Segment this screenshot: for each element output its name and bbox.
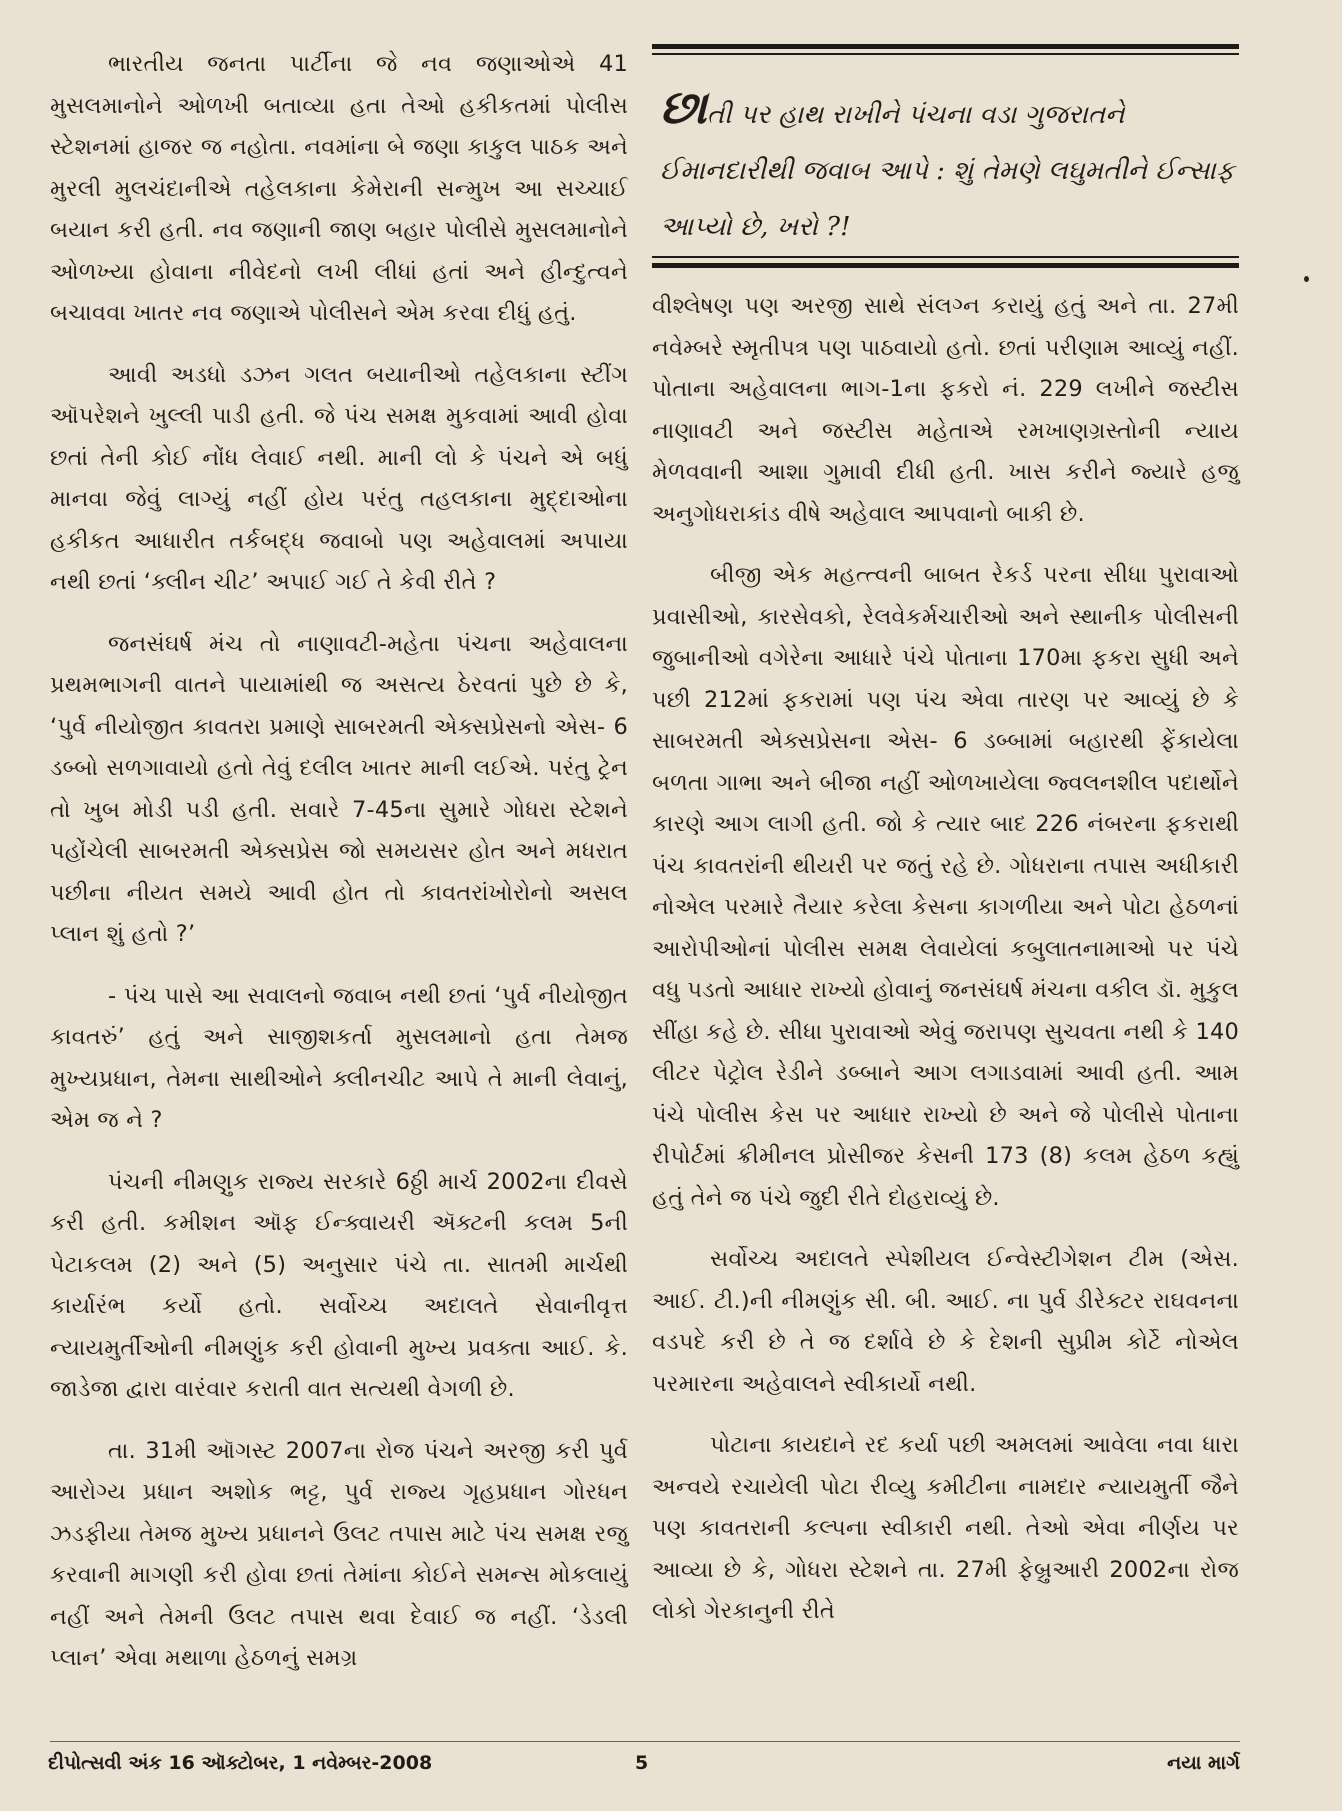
pull-quote-bottom-rule <box>652 263 1239 268</box>
page-footer <box>48 1752 1240 1782</box>
left-column <box>50 44 628 1680</box>
page-number: 5 <box>635 1752 649 1774</box>
pull-quote-drop-cap: છા <box>660 80 707 134</box>
right-column <box>652 286 1239 1633</box>
pull-quote-text: તી પર હાથ રાખીને પંચના વડા ગુજરાતને ઈમાનદારીથી જવાબ આપે : શું તેમણે લઘુમતીને ઈન્સાફ આપ્યો છે, ખરો ?! <box>660 100 1235 242</box>
paragraph: વીશ્લેષણ પણ અરજી સાથે સંલગ્ન કરાયું હતું અને તા. 27મી નવેમ્બરે સ્મૃતીપત્ર પણ પાઠવાયો હતો. છતાં પરીણામ આવ્યું નહીં. પોતાના અહેવાલના ભાગ-1ના ફકરો નં. 229 લખીને જસ્ટીસ નાણાવટી અને જસ્ટીસ મહેતાએ રમખાણગ્રસ્તોની ન્યાય મેળવવાની આશા ગુમાવી દીધી હતી. ખાસ કરીને જ્યારે હજુ અનુગોધરાકાંડ વીષે અહેવાલ આપવાનો બાકી છે. <box>652 293 1239 527</box>
pull-quote-top-rule <box>652 44 1239 49</box>
pull-quote-top-rule-thin <box>652 53 1239 55</box>
paragraph: આવી અડધો ડઝન ગલત બયાનીઓ તહેલકાના સ્ટીંગ ઑપરેશને ખુલ્લી પાડી હતી. જે પંચ સમક્ષ મુકવામાં આવી હોવા છતાં તેની કોઈ નોંધ લેવાઈ નથી. માની લો કે પંચને એ બધું માનવા જેવું લાગ્યું નહીં હોય પરંતુ તહલકાના મુદ્દાઓના હકીકત આધારીત તર્કબદ્ધ જવાબો પણ અહેવાલમાં અપાયા નથી છતાં ‘ક્લીન ચીટ’ અપાઈ ગઈ તે કેવી રીતે ? <box>50 361 628 595</box>
paragraph: ભારતીય જનતા પાર્ટીના જે નવ જણાઓએ 41 મુસલમાનોને ઓળખી બતાવ્યા હતા તેઓ હકીકતમાં પોલીસ સ્ટેશનમાં હાજર જ નહોતા. નવમાંના બે જણા કાકુલ પાઠક અને મુરલી મુલચંદાનીએ તહેલકાના કેમેરાની સન્મુખ આ સચ્ચાઈ બયાન કરી હતી. નવ જણાની જાણ બહાર પોલીસે મુસલમાનોને ઓળખ્યા હોવાના નીવેદનો લખી લીધાં હતાં અને હીન્દુત્વને બચાવવા ખાતર નવ જણાએ પોલીસને એમ કરવા દીધું હતું. <box>50 51 628 326</box>
pull-quote-bottom-rule-thin <box>652 256 1239 258</box>
paragraph: - પંચ પાસે આ સવાલનો જવાબ નથી છતાં ‘પુર્વ નીયોજીત કાવતરું’ હતું અને સાજીશકર્તા મુસલમાનો હતા તેમજ મુખ્યપ્રધાન, તેમના સાથીઓને ક્લીનચીટ આપે તે માની લેવાનું, એમ જ ને ? <box>50 982 628 1133</box>
paragraph: પોટાના કાયદાને રદ કર્યા પછી અમલમાં આવેલા નવા ધારા અન્વયે રચાયેલી પોટા રીવ્યુ કમીટીના નામદાર ન્યાયમુર્તી જૈને પણ કાવતરાની કલ્પના સ્વીકારી નથી. તેઓ એવા નીર્ણય પર આવ્યા છે કે, ગોધરા સ્ટેશને તા. 27મી ફેબ્રુઆરી 2002ના રોજ લોકો ગેરકાનુની રીતે <box>652 1432 1239 1624</box>
paragraph: પંચની નીમણુક રાજ્ય સરકારે 6ઠ્ઠી માર્ચ 2002ના દીવસે કરી હતી. કમીશન ઑફ ઈન્ક્વાયરી ઍક્ટની કલમ 5ની પેટાકલમ (2) અને (5) અનુસાર પંચે તા. સાતમી માર્ચથી કાર્યારંભ કર્યો હતો. સર્વોચ્ચ અદાલતે સેવાનીવૃત્ત ન્યાયમુર્તીઓની નીમણુંક કરી હોવાની મુખ્ય પ્રવક્તા આઈ. કે. જાડેજા દ્વારા વારંવાર કરાતી વાત સત્યથી વેગળી છે. <box>50 1168 628 1402</box>
footer-divider <box>50 1741 1240 1742</box>
pull-quote-text-block <box>660 80 1235 255</box>
paragraph: જનસંઘર્ષ મંચ તો નાણાવટી-મહેતા પંચના અહેવાલના પ્રથમભાગની વાતને પાયામાંથી જ અસત્ય ઠેરવતાં પુછે છે કે, ‘પુર્વ નીયોજીત કાવતરા પ્રમાણે સાબરમતી એક્સપ્રેસનો એસ- 6 ડબ્બો સળગાવાયો હતો તેવું દલીલ ખાતર માની લઈએ. પરંતુ ટ્રેન તો ખુબ મોડી પડી હતી. સવારે 7-45ના સુમારે ગોધરા સ્ટેશને પહોંચેલી સાબરમતી એક્સપ્રેસ જો સમયસર હોત અને મધરાત પછીના નીયત સમયે આવી હોત તો કાવતરાંખોરોનો અસલ પ્લાન શું હતો ?’ <box>50 630 628 947</box>
footer-issue: દીપોત્સવી અંક 16 ઑક્ટોબર, 1 નવેમ્બર-2008 <box>48 1752 433 1774</box>
print-speck <box>1304 276 1309 282</box>
paragraph: સર્વોચ્ચ અદાલતે સ્પેશીયલ ઈન્વેસ્ટીગેશન ટીમ (એસ. આઈ. ટી.)ની નીમણુંક સી. બી. આઈ. ના પુર્વ ડીરેક્ટર રાઘવનના વડપદે કરી છે તે જ દર્શાવે છે કે દેશની સુપ્રીમ કોર્ટે નોએલ પરમારના અહેવાલને સ્વીકાર્યો નથી. <box>652 1246 1239 1397</box>
paragraph: બીજી એક મહત્ત્વની બાબત રેકર્ડ પરના સીધા પુરાવાઓ પ્રવાસીઓ, કારસેવકો, રેલવેકર્મચારીઓ અને સ્થાનીક પોલીસની જુબાનીઓ વગેરેના આધારે પંચે પોતાના 170મા ફકરા સુધી અને પછી 212માં ફકરામાં પણ પંચ એવા તારણ પર આવ્યું છે કે સાબરમતી એક્સપ્રેસના એસ- 6 ડબ્બામાં બહારથી ફેંકાયેલા બળતા ગાભા અને બીજા નહીં ઓળખાયેલા જ્વલનશીલ પદાર્થોને કારણે આગ લાગી હતી. જો કે ત્યાર બાદ 226 નંબરના ફકરાથી પંચ કાવતરાંની થીયરી પર જતું રહે છે. ગોધરાના તપાસ અધીકારી નોએલ પરમારે તૈયાર કરેલા કેસના કાગળીયા અને પોટા હેઠળનાં આરોપીઓનાં પોલીસ સમક્ષ લેવાયેલાં કબુલાતનામાઓ પર પંચે વધુ પડતો આધાર રાખ્યો હોવાનું જનસંઘર્ષ મંચના વકીલ ડૉ. મુકુલ સીંહા કહે છે. સીધા પુરાવાઓ એવું જરાપણ સુચવતા નથી કે 140 લીટર પેટ્રોલ રેડીને ડબ્બાને આગ લગાડવામાં આવી હતી. આમ પંચે પોલીસ કેસ પર આધાર રાખ્યો છે અને જે પોલીસે પોતાના રીપોર્ટમાં ક્રીમીનલ પ્રોસીજર કેસની 173 (8) કલમ હેઠળ કહ્યું હતું તેને જ પંચે જુદી રીતે દોહરાવ્યું છે. <box>652 562 1239 1211</box>
pull-quote <box>652 44 1239 270</box>
paragraph: તા. 31મી ઑગસ્ટ 2007ના રોજ પંચને અરજી કરી પુર્વ આરોગ્ય પ્રધાન અશોક ભટ્ટ, પુર્વ રાજ્ય ગૃહપ્રધાન ગોરધન ઝડફીયા તેમજ મુખ્ય પ્રધાનને ઉલટ તપાસ માટે પંચ સમક્ષ રજુ કરવાની માગણી કરી હોવા છતાં તેમાંના કોઈને સમન્સ મોકલાયું નહીં અને તેમની ઉલટ તપાસ થવા દેવાઈ જ નહીં. ‘ડેડલી પ્લાન’ એવા મથાળા હેઠળનું સમગ્ર <box>50 1437 628 1671</box>
magazine-name: નયા માર્ગ <box>1167 1752 1240 1774</box>
